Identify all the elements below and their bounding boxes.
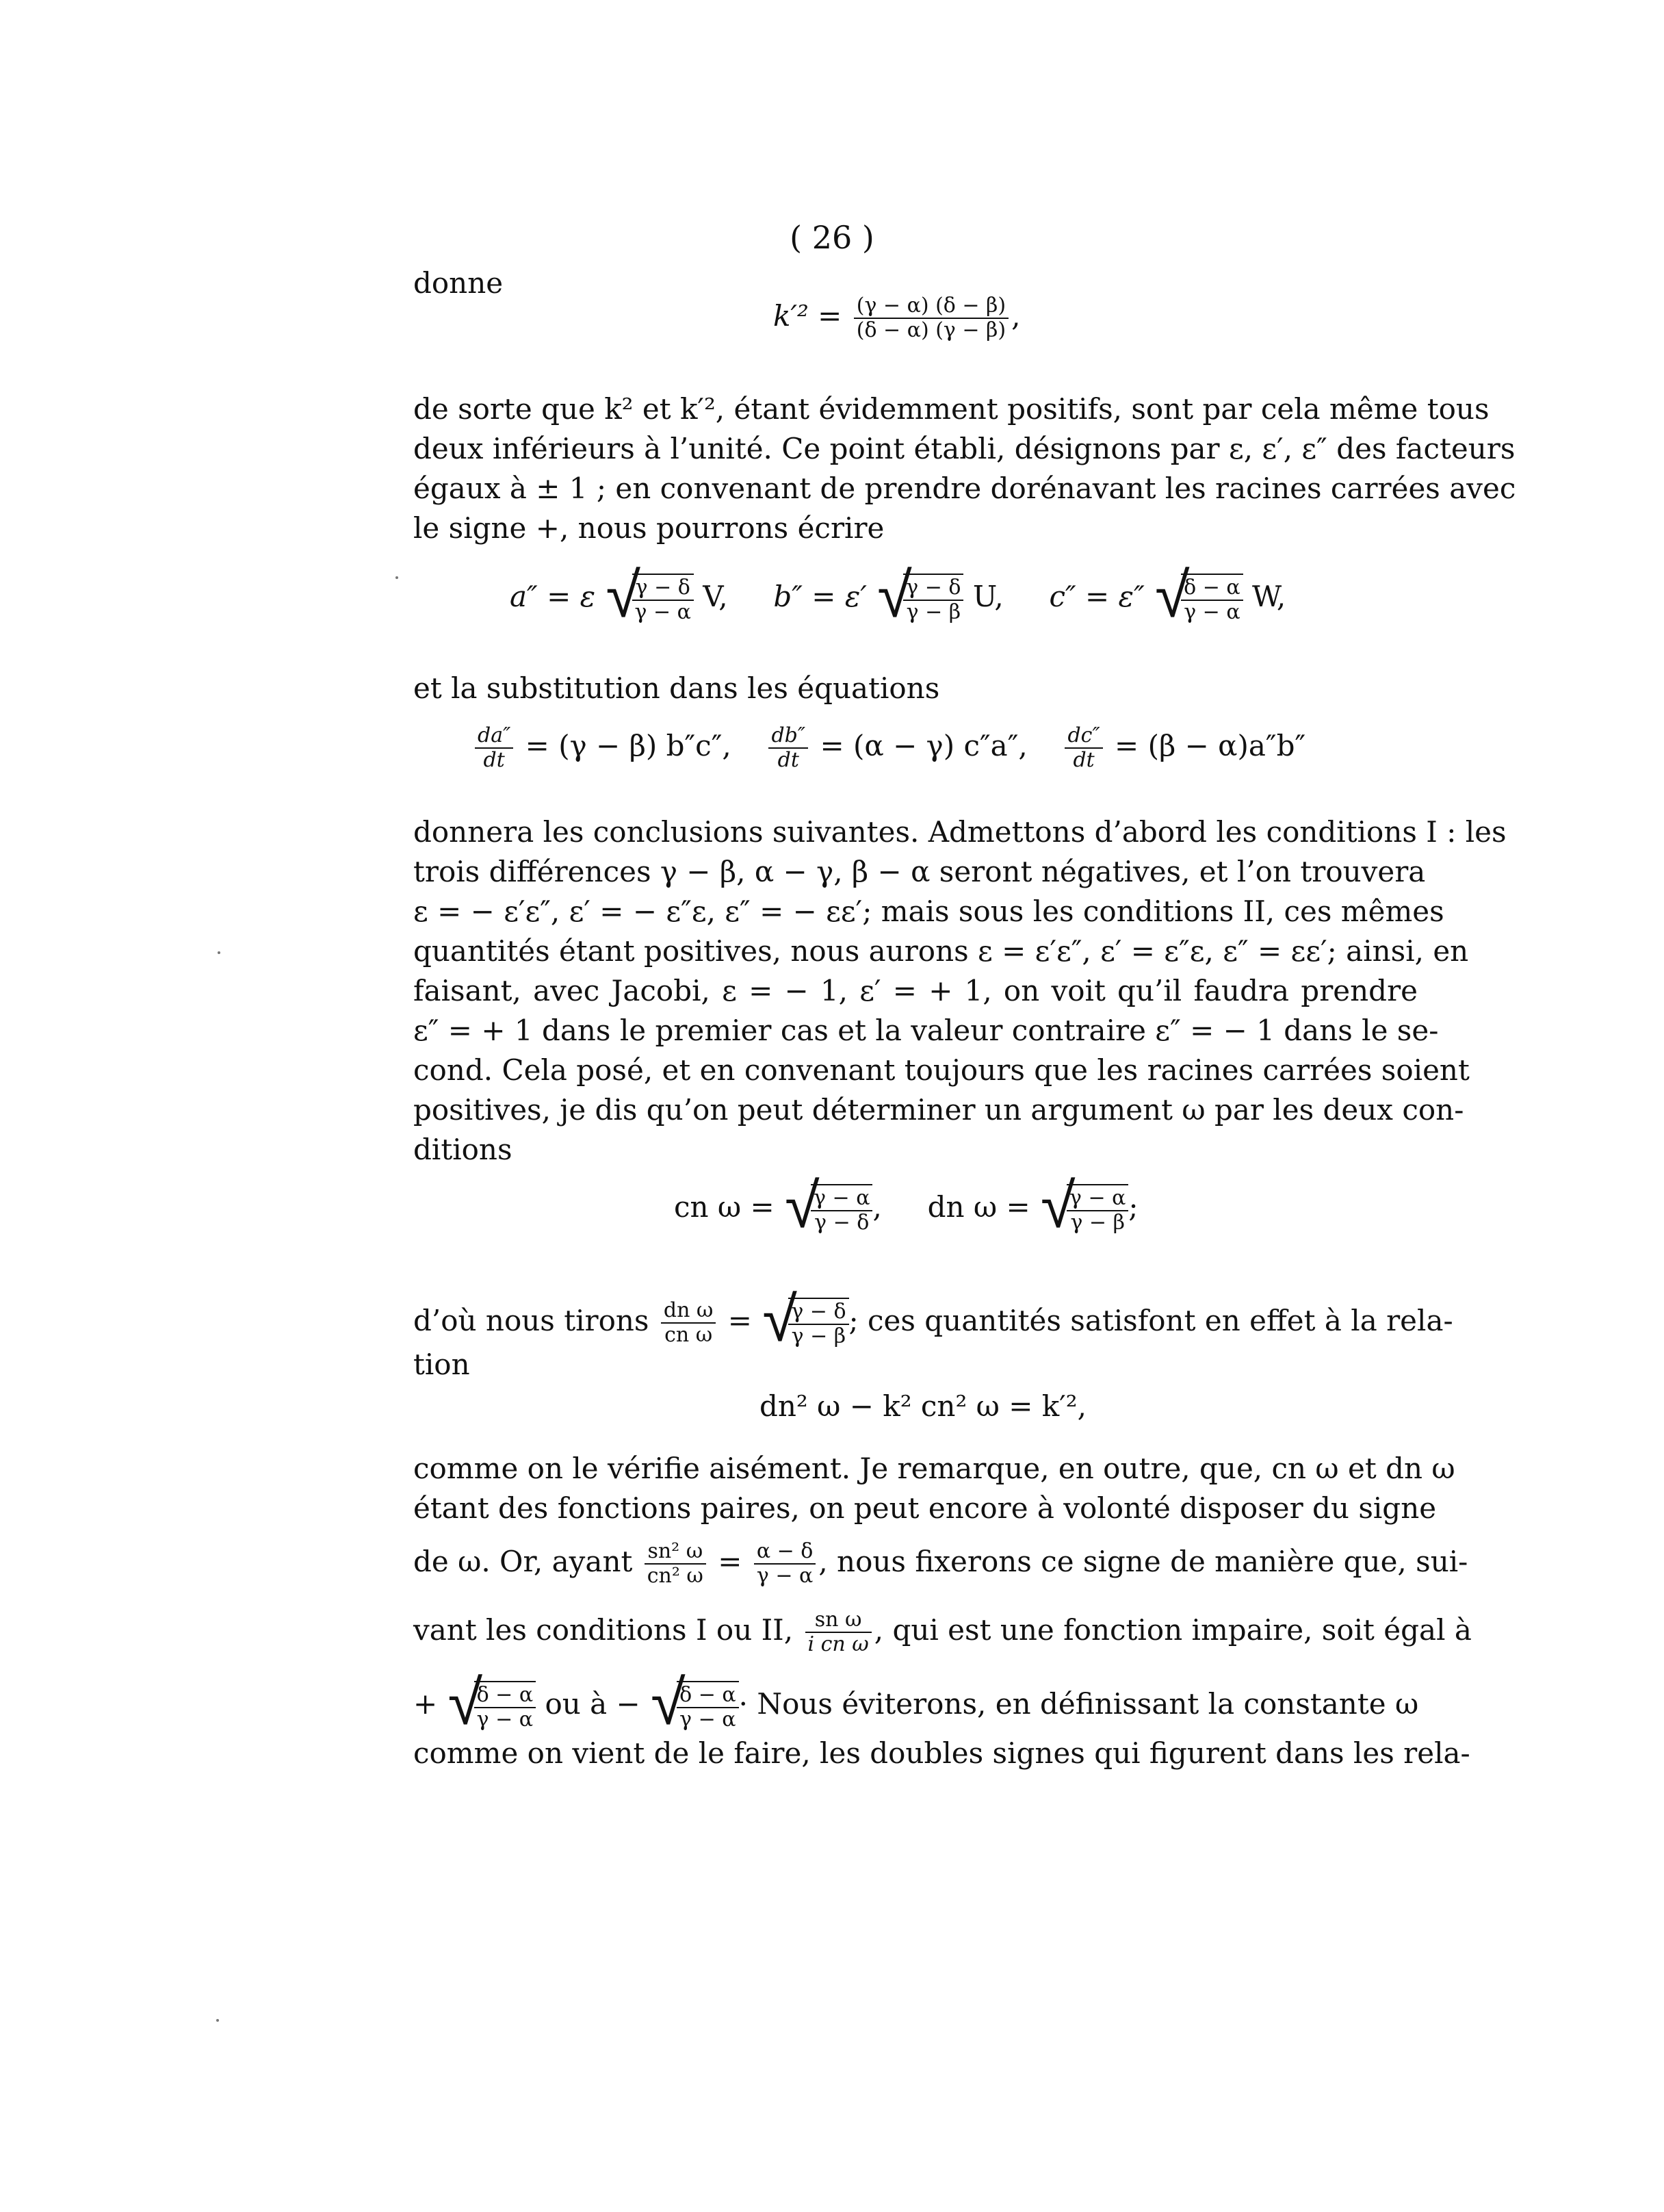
page-number: ( 26 ) — [790, 219, 874, 256]
fraction — [645, 1540, 706, 1588]
equation-cn-dn: cn ω = √ $\frac{\gamma - \alpha}{\gamma - \delta}$ , dn ω = √ $\frac{\gamma - \alpha}{\gamma - \beta}$ ; — [674, 1184, 1139, 1235]
denominator: γ − α — [679, 1708, 736, 1732]
text-segment: , nous fixerons ce signe de manière que, sui- — [818, 1545, 1468, 1578]
text-segment: ; ces quantités satisfont en effet à la rela- — [848, 1304, 1453, 1337]
eq-cn-lhs: cn ω = — [674, 1190, 775, 1224]
text-line: ditions — [413, 1133, 512, 1166]
denominator: (δ − α) (γ − β) — [856, 318, 1006, 342]
equation-differentials — [472, 724, 1305, 772]
plus-sign: + — [413, 1687, 438, 1721]
fraction — [854, 294, 1009, 342]
text-line: étant des fonctions paires, on peut encore à volonté disposer du signe — [413, 1491, 1437, 1525]
numerator: da″ — [475, 724, 513, 749]
text-segment: , qui est une fonction impaire, soit égal à — [874, 1613, 1472, 1647]
text-line-with-math — [413, 1681, 1418, 1732]
text-line: de sorte que k² et k′², étant évidemment positifs, sont par cela même tous — [413, 392, 1490, 426]
equation-kprime: k′² = $\frac{(\gamma - \alpha) (\delta - \beta)}{(\delta - \alpha) (\gamma - \beta)}$ , — [773, 294, 1021, 342]
denominator: γ − α — [1184, 600, 1240, 624]
numerator: α − δ — [754, 1540, 816, 1565]
numerator: db″ — [768, 724, 808, 749]
eq-a-tail: V, — [703, 580, 728, 613]
denominator: γ − α — [756, 1564, 814, 1588]
eq-c-tail: W, — [1252, 580, 1286, 613]
fraction — [754, 1540, 816, 1588]
text-line: égaux à ± 1 ; en convenant de prendre dorénavant les racines carrées avec — [413, 472, 1516, 505]
numerator: √ γ − δ — [632, 576, 694, 601]
equation-abc — [510, 574, 1286, 624]
print-speck — [395, 576, 398, 579]
radical — [765, 1298, 848, 1348]
equals-sign: = — [727, 1304, 752, 1337]
text-line: faisant, avec Jacobi, ε = − 1, ε′ = + 1, on voit qu’il faudra prendre — [413, 974, 1418, 1007]
eq-d1-rhs: = (γ − β) b″c″, — [525, 729, 731, 762]
numerator: sn² ω — [645, 1540, 706, 1565]
text-line: donne — [413, 266, 504, 300]
denominator: γ − α — [476, 1708, 534, 1732]
eq-d3-rhs: = (β − α)a″b″ — [1115, 729, 1306, 762]
radical — [1043, 1184, 1128, 1235]
text-line-with-math — [413, 1539, 1468, 1588]
denominator: i cn ω — [807, 1632, 869, 1656]
denominator: dt — [483, 748, 505, 772]
denominator: γ − α — [634, 600, 691, 624]
text-line: ε″ = + 1 dans le premier cas et la valeur contraire ε″ = − 1 dans le se- — [413, 1014, 1439, 1047]
denominator: dt — [777, 748, 799, 772]
text-line: deux inférieurs à l’unité. Ce point établi, désignons par ε, ε′, ε″ des facteurs — [413, 432, 1516, 465]
fraction — [805, 1608, 872, 1656]
equation-relation: dn² ω − k² cn² ω = k′², — [759, 1389, 1087, 1423]
text-segment: vant les conditions I ou II, — [413, 1613, 794, 1647]
denominator: γ − δ — [814, 1211, 870, 1235]
text-line: et la substitution dans les équations — [413, 671, 940, 705]
radical — [653, 1681, 739, 1732]
text-segment: de ω. Or, ayant — [413, 1545, 633, 1578]
denominator: γ − β — [791, 1324, 846, 1348]
eq-b-lhs: b″ = ε′ — [773, 580, 867, 613]
text-line: comme on le vérifie aisément. Je remarque, en outre, que, cn ω et dn ω — [413, 1452, 1455, 1485]
numerator: dc″ — [1065, 724, 1102, 749]
eq-d2-rhs: = (α − γ) c″a″, — [820, 729, 1028, 762]
text-segment: · Nous éviterons, en définissant la constante ω — [738, 1687, 1419, 1721]
eq-b-tail: U, — [972, 580, 1004, 613]
text-line-with-math — [413, 1298, 1453, 1348]
fraction — [1065, 724, 1102, 772]
text-line-with-math — [413, 1608, 1472, 1656]
radical — [451, 1681, 536, 1732]
numerator: √ δ − α — [474, 1684, 536, 1708]
numerator: √ δ − α — [1181, 576, 1243, 601]
text-line: quantités étant positives, nous aurons ε = ε′ε″, ε′ = ε″ε, ε″ = εε′; ainsi, en — [413, 934, 1469, 968]
denominator: γ − β — [1070, 1211, 1125, 1235]
text-segment: d’où nous tirons — [413, 1304, 649, 1337]
denominator: cn² ω — [647, 1564, 703, 1588]
text-line: positives, je dis qu’on peut déterminer un argument ω par les deux con- — [413, 1093, 1464, 1127]
text-line: cond. Cela posé, et en convenant toujours que les racines carrées soient — [413, 1053, 1470, 1087]
print-speck — [216, 2019, 219, 2022]
numerator: (γ − α) (δ − β) — [854, 294, 1009, 319]
denominator: dt — [1073, 748, 1095, 772]
eq-dn-lhs: dn ω = — [927, 1190, 1030, 1224]
numerator: √ γ − α — [1067, 1187, 1128, 1211]
eq-c-lhs: c″ = ε″ — [1049, 580, 1145, 613]
denominator: γ − β — [906, 600, 961, 624]
radical — [609, 574, 694, 624]
text-line: trois différences γ − β, α − γ, β − α seront négatives, et l’on trouvera — [413, 855, 1426, 888]
numerator: √ γ − α — [811, 1187, 872, 1211]
eq-a-lhs: a″ = ε — [510, 580, 596, 613]
text-line: tion — [413, 1348, 470, 1381]
numerator: √ γ − δ — [788, 1300, 848, 1325]
numerator: √ γ − δ — [903, 576, 963, 601]
numerator: dn ω — [661, 1299, 716, 1324]
radical — [788, 1184, 872, 1235]
print-speck — [218, 951, 220, 954]
fraction — [475, 724, 513, 772]
fraction — [768, 724, 808, 772]
text-line: comme on vient de le faire, les doubles signes qui figurent dans les rela- — [413, 1736, 1470, 1770]
numerator: √ δ − α — [677, 1684, 739, 1708]
numerator: sn ω — [805, 1608, 872, 1633]
fraction — [661, 1299, 716, 1347]
text-line: ε = − ε′ε″, ε′ = − ε″ε, ε″ = − εε′; mais sous les conditions II, ces mêmes — [413, 895, 1444, 928]
radical — [880, 574, 963, 624]
denominator: cn ω — [664, 1323, 713, 1347]
text-segment: ou à − — [545, 1687, 640, 1721]
text-line: le signe +, nous pourrons écrire — [413, 511, 885, 545]
text-line: donnera les conclusions suivantes. Admettons d’abord les conditions I : les — [413, 815, 1507, 849]
radical — [1158, 574, 1243, 624]
eq-lhs: k′² = — [773, 299, 842, 333]
equals-sign: = — [718, 1545, 742, 1578]
